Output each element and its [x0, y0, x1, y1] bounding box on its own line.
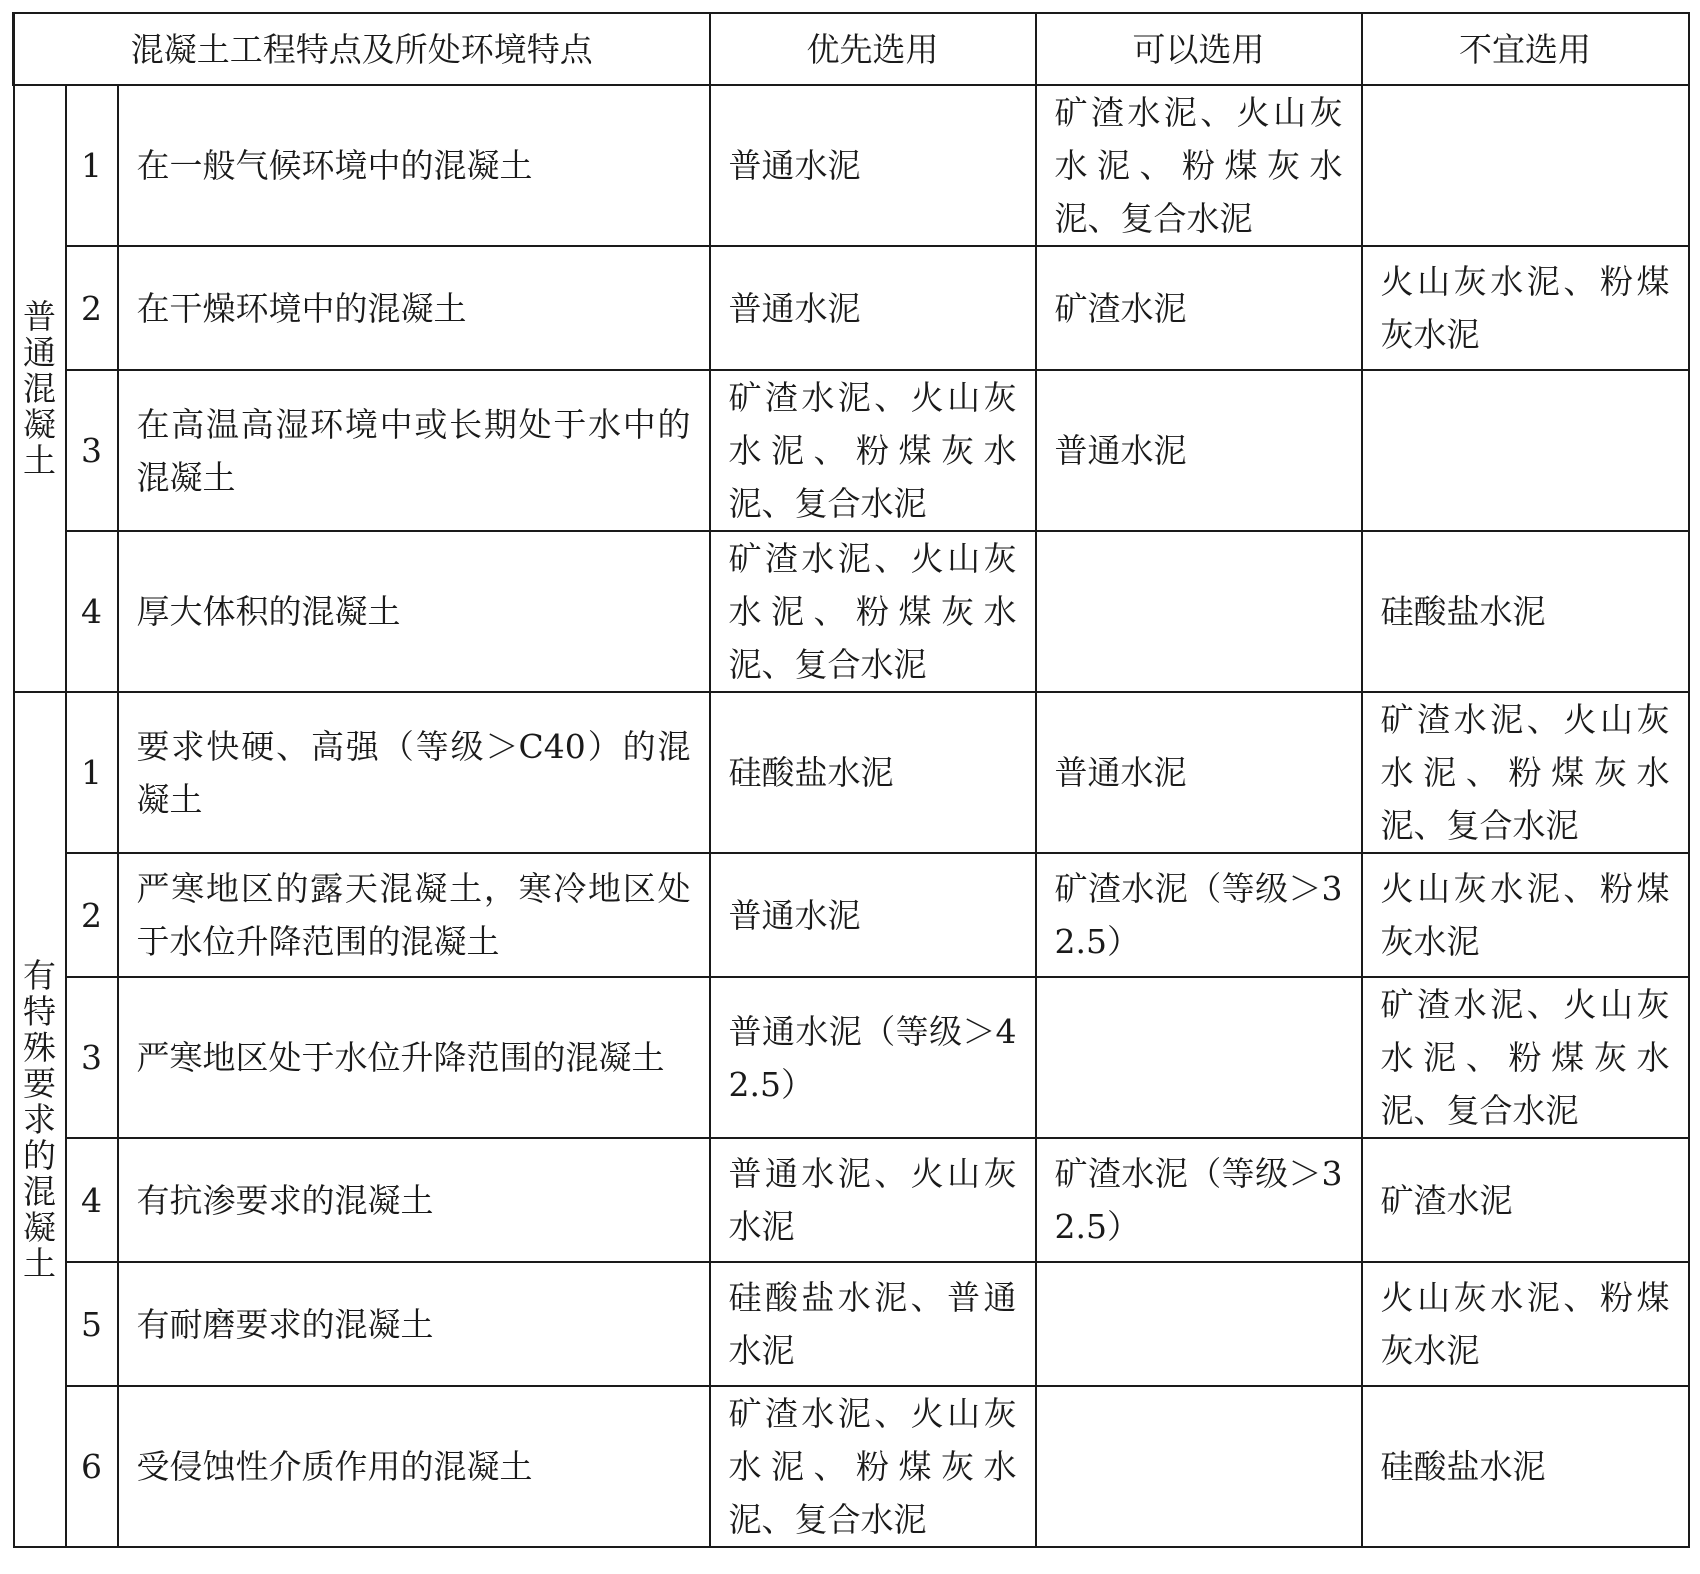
optional-cell: [1036, 531, 1362, 692]
optional-cell: 普通水泥: [1036, 692, 1362, 853]
row-number: 1: [66, 692, 118, 853]
row-number: 4: [66, 531, 118, 692]
header-avoid: 不宜选用: [1362, 13, 1689, 85]
avoid-cell: 火山灰水泥、粉煤灰水泥: [1362, 246, 1689, 370]
preferred-cell: 普通水泥: [710, 853, 1036, 977]
table-row: [14, 370, 1689, 531]
avoid-cell: 硅酸盐水泥: [1362, 1386, 1689, 1547]
row-number: 3: [66, 977, 118, 1138]
header-feature: 混凝土工程特点及所处环境特点: [14, 13, 710, 85]
table-row: [14, 1386, 1689, 1547]
cement-selection-table: [12, 12, 1690, 1548]
header-optional: 可以选用: [1036, 13, 1362, 85]
avoid-cell: 矿渣水泥、火山灰水泥、粉煤灰水泥、复合水泥: [1362, 692, 1689, 853]
preferred-cell: 硅酸盐水泥: [710, 692, 1036, 853]
feature-cell: 严寒地区的露天混凝土，寒冷地区处于水位升降范围的混凝土: [118, 853, 710, 977]
feature-cell: 在高温高湿环境中或长期处于水中的混凝土: [118, 370, 710, 531]
header-preferred: 优先选用: [710, 13, 1036, 85]
preferred-cell: 普通水泥: [710, 246, 1036, 370]
optional-cell: 矿渣水泥: [1036, 246, 1362, 370]
row-number: 2: [66, 853, 118, 977]
preferred-cell: 普通水泥、火山灰水泥: [710, 1138, 1036, 1262]
optional-cell: 矿渣水泥（等级＞32.5）: [1036, 1138, 1362, 1262]
avoid-cell: 矿渣水泥: [1362, 1138, 1689, 1262]
preferred-cell: 硅酸盐水泥、普通水泥: [710, 1262, 1036, 1386]
header-row: [14, 13, 1689, 85]
feature-cell: 受侵蚀性介质作用的混凝土: [118, 1386, 710, 1547]
feature-cell: 厚大体积的混凝土: [118, 531, 710, 692]
table-row: [14, 531, 1689, 692]
avoid-cell: [1362, 85, 1689, 246]
row-number: 3: [66, 370, 118, 531]
table-header: [14, 13, 1689, 85]
row-number: 5: [66, 1262, 118, 1386]
table-body: [14, 85, 1689, 1547]
preferred-cell: 矿渣水泥、火山灰水泥、粉煤灰水泥、复合水泥: [710, 531, 1036, 692]
optional-cell: [1036, 1262, 1362, 1386]
preferred-cell: 普通水泥（等级＞42.5）: [710, 977, 1036, 1138]
avoid-cell: 火山灰水泥、粉煤灰水泥: [1362, 853, 1689, 977]
preferred-cell: 普通水泥: [710, 85, 1036, 246]
optional-cell: [1036, 977, 1362, 1138]
table-row: [14, 246, 1689, 370]
preferred-cell: 矿渣水泥、火山灰水泥、粉煤灰水泥、复合水泥: [710, 1386, 1036, 1547]
preferred-cell: 矿渣水泥、火山灰水泥、粉煤灰水泥、复合水泥: [710, 370, 1036, 531]
feature-cell: 在干燥环境中的混凝土: [118, 246, 710, 370]
avoid-cell: [1362, 370, 1689, 531]
table-row: [14, 692, 1689, 853]
feature-cell: 要求快硬、高强（等级＞C40）的混凝土: [118, 692, 710, 853]
row-number: 2: [66, 246, 118, 370]
row-number: 6: [66, 1386, 118, 1547]
group-label: 普 通 混 凝 土: [14, 85, 66, 692]
cement-selection-document: [12, 12, 1687, 1548]
avoid-cell: 硅酸盐水泥: [1362, 531, 1689, 692]
avoid-cell: 火山灰水泥、粉煤灰水泥: [1362, 1262, 1689, 1386]
optional-cell: 矿渣水泥、火山灰水泥、粉煤灰水泥、复合水泥: [1036, 85, 1362, 246]
optional-cell: 矿渣水泥（等级＞32.5）: [1036, 853, 1362, 977]
optional-cell: [1036, 1386, 1362, 1547]
table-row: [14, 1138, 1689, 1262]
avoid-cell: 矿渣水泥、火山灰水泥、粉煤灰水泥、复合水泥: [1362, 977, 1689, 1138]
feature-cell: 严寒地区处于水位升降范围的混凝土: [118, 977, 710, 1138]
feature-cell: 在一般气候环境中的混凝土: [118, 85, 710, 246]
row-number: 1: [66, 85, 118, 246]
feature-cell: 有抗渗要求的混凝土: [118, 1138, 710, 1262]
table-row: [14, 977, 1689, 1138]
table-row: [14, 85, 1689, 246]
optional-cell: 普通水泥: [1036, 370, 1362, 531]
table-row: [14, 853, 1689, 977]
feature-cell: 有耐磨要求的混凝土: [118, 1262, 710, 1386]
group-label: 有 特 殊 要 求 的 混 凝 土: [14, 692, 66, 1547]
table-row: [14, 1262, 1689, 1386]
row-number: 4: [66, 1138, 118, 1262]
